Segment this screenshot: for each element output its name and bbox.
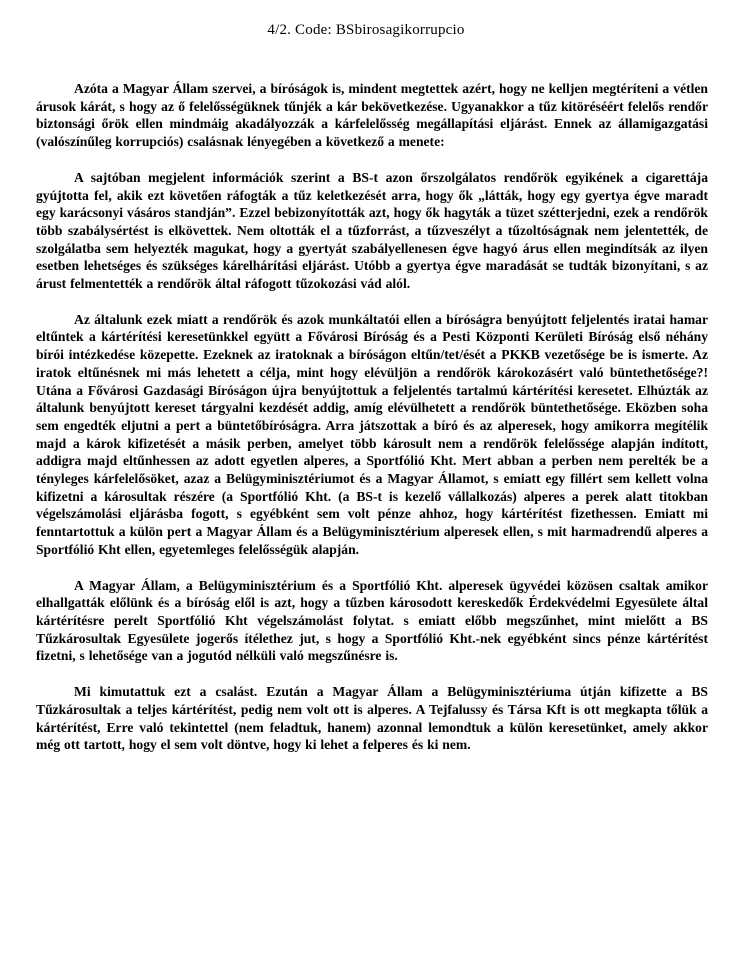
paragraph-5: Mi kimutattuk ezt a csalást. Ezután a Magyar Állam a Belügyminisztériuma útján kifizette a BS Tűzkárosultak a teljes kártérítést, pedig nem volt ott is alperes. A Tejfalussy és Társa Kft is ott megkapta tőlük a kártérítést, Erre való tekintettel (nem feladtuk, hanem) azonnal lemondtuk a külön keresetünket, amely akkor még ott tartott, hogy el sem volt döntve, hogy ki lehet a felperes és ki nem.	[36, 684, 708, 753]
paragraph-3: Az általunk ezek miatt a rendőrök és azok munkáltatói ellen a bíróságra benyújtott feljelentés iratai hamar eltűntek a kártérítési keresetünkkel együtt a Fővárosi Bíróság és a Pesti Központi Kerületi Bíróság első néhány bírói intézkedése közepette. Ezeknek az iratoknak a bíróságon eltűn/tet/ését a PKKB vezetősége be is ismerte. Az iratok eltűnésnek mi más lehetett a célja, mint hogy elévüljön a rendőrök károkozásért való büntethetősége?! Utána a Fővárosi Gazdasági Bíróságon újra benyújtottuk a feljelentés tartalmú kártérítési keresetet. Elhúzták az általunk benyújtott kereset tárgyalni kezdését addig, amíg elévülhetett a rendőrök büntethetősége. Eközben soha sem engedték eljutni a pert a büntetőbíróságra. Arra játszottak a bíró és az alperesek, hogy amikorra megítélik majd a károk kifizetését a másik perben, amelyet több károsult nem a rendőrök felelőssége alapján indított, addigra majd eltűnhessen az adott egyetlen alperes, a Sportfólió Kht. Mert abban a perben nem perelték be a tényleges kárfelelősöket, azaz a Belügyminisztériumot és a Magyar Államot, s emiatt egy fillért sem kellett volna kifizetni a károsultak részére (a Sportfólió Kht. (a BS-t is kezelő vállalkozás) alperes a perek alatt titokban végelszámolási eljárásba fogott, s egyébként sem volt pénze ahhoz, hogy kártérítést fizethessen. Emiatt mi fenntartottuk a külön pert a Magyar Állam és a Belügyminisztérium alperesek ellen, s mit harmadrendű alperes a Sportfólió Kht ellen, egyetemleges felelősségük alapján.	[36, 311, 708, 557]
document-body	[36, 80, 708, 754]
paragraph-2: A sajtóban megjelent információk szerint a BS-t azon őrszolgálatos rendőrök egyikének a cigarettája gyújtotta fel, akik ezt követően ráfogták a tűz keletkezését arra, hogy ők „látták, hogy egy gyertya égve maradt egy karácsonyi vásáros standján”. Ezzel bebizonyították azt, hogy ők hagyták a tüzet szétterjedni, ezek a rendőrök több szabálysértést is elkövettek. Nem oltották el a tűzforrást, a tűzveszélyt a tűzoltóságnak nem jelentették, de szolgálatba sem helyezték magukat, hogy a gyertyát szabályellenesen égve hagyó árus ellen megindítsák az ilyen esetben lehetséges és szükséges kárelhárítási eljárást. Utóbb a gyertya égve maradását se tudták bizonyítani, s az árust felmentették a rendőrök által ráfogott tűzokozási vád alól.	[36, 169, 708, 292]
paragraph-4: A Magyar Állam, a Belügyminisztérium és a Sportfólió Kht. alperesek ügyvédei közösen csaltak amikor elhallgatták előlünk és a bíróság elől is azt, hogy a tűzben károsodott kereskedők Érdekvédelmi Egyesülete által kártérítésre perelt Sportfólió Kht végelszámolást folytat. s emiatt előbb megszűnhet, mint mielőtt a BS Tűzkárosultak Egyesülete jogerős ítélethez jut, s hogy a Sportfólió Kht.-nek egyébként sincs pénze kártérítést fizetni, s lehetősége van a jogutód nélküli való megszűnésre is.	[36, 577, 708, 664]
paragraph-1: Azóta a Magyar Állam szervei, a bíróságok is, mindent megtettek azért, hogy ne kelljen megtéríteni a vétlen árusok kárát, s hogy az ő felelősségüknek tűnjék a kár bekövetkezése. Ugyanakkor a tűz kitöréséért felelős rendőr biztonsági őrök ellen mindmáig akadályozzák a kárfelelősség megállapítási eljárást. Ennek az államigazgatási (valószínűleg korrupciós) csalásnak lényegében a következő a menete:	[36, 81, 708, 150]
document-header: 4/2. Code: BSbirosagikorrupcio	[267, 22, 465, 38]
